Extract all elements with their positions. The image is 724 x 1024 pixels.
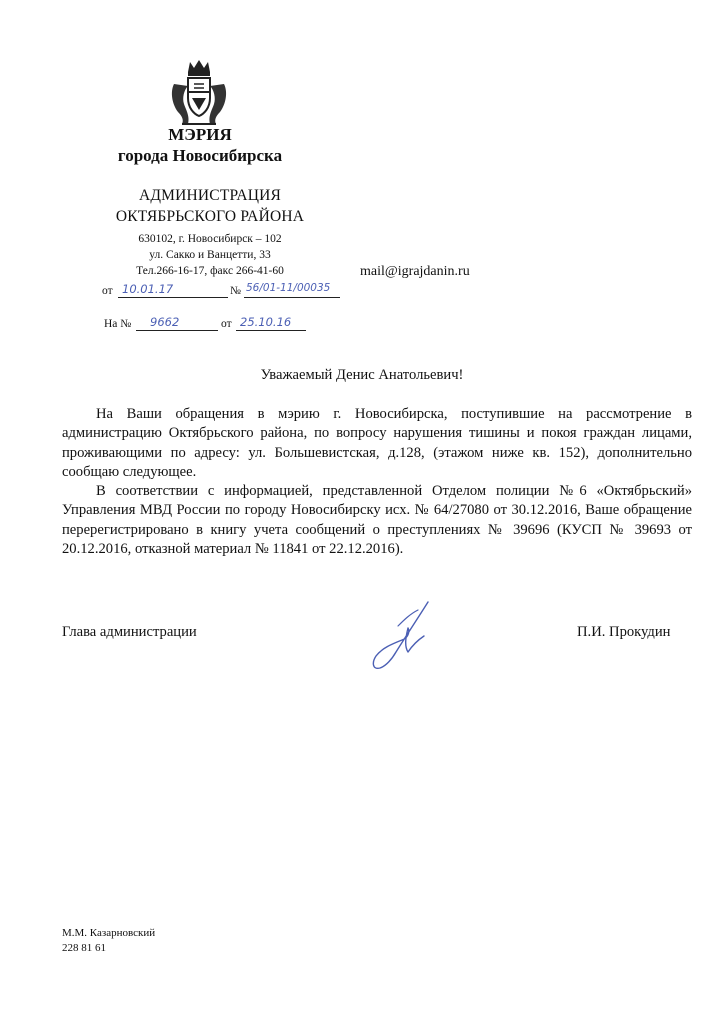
office-line1: АДМИНИСТРАЦИЯ xyxy=(138,187,282,204)
executor-phone: 228 81 61 xyxy=(62,942,106,954)
signer-name: П.И. Прокудин xyxy=(577,624,671,640)
outgoing-date-handwritten: 10.01.17 xyxy=(122,282,174,296)
paragraph-1: На Ваши обращения в мэрию г. Новосибирска, поступившие на рассмотрение в администрацию Октябрьского района, по вопросу нарушения тишины и покоя граждан лицами, проживающими по адресу: ул. Большевистская, д.128, (этажом ниже кв. 152), дополнительно сообщаю следующее. xyxy=(62,406,692,480)
handwritten-signature-icon xyxy=(362,596,442,676)
address-line2: ул. Сакко и Ванцетти, 33 xyxy=(149,249,271,261)
incoming-date-handwritten: 25.10.16 xyxy=(240,315,292,329)
letter-body xyxy=(62,405,692,559)
coat-of-arms-icon xyxy=(168,58,230,128)
office-line2: ОКТЯБРЬСКОГО РАЙОНА xyxy=(115,208,305,225)
org-name: МЭРИЯ xyxy=(168,125,232,144)
email-address: mail@igrajdanin.ru xyxy=(360,264,470,279)
incoming-number-label: На № xyxy=(104,318,132,330)
signer-position: Глава администрации xyxy=(62,624,197,640)
address-line1: 630102, г. Новосибирск – 102 xyxy=(138,233,282,245)
incoming-number-handwritten: 9662 xyxy=(150,315,180,329)
salutation: Уважаемый Денис Анатольевич! xyxy=(260,367,464,383)
city-name: города Новосибирска xyxy=(117,146,283,165)
outgoing-number-label: № xyxy=(230,285,241,297)
outgoing-number-handwritten: 56/01-11/00035 xyxy=(246,282,331,294)
executor-name: М.М. Казарновский xyxy=(62,927,156,939)
phone-fax: Тел.266-16-17, факс 266-41-60 xyxy=(136,265,284,277)
incoming-date-label: от xyxy=(221,318,232,330)
outgoing-date-label: от xyxy=(102,285,113,297)
paragraph-2: В соответствии с информацией, представленной Отделом полиции №6 «Октябрьский» Управления МВД России по городу Новосибирску исх. № 64/27080 от 30.12.2016, Ваше обращение перерегистрировано в книгу учета сообщений о преступлениях № 39696 (КУСП № 39693 от 20.12.2016, отказной материал № 11841 от 22.12.2016). xyxy=(62,483,692,558)
